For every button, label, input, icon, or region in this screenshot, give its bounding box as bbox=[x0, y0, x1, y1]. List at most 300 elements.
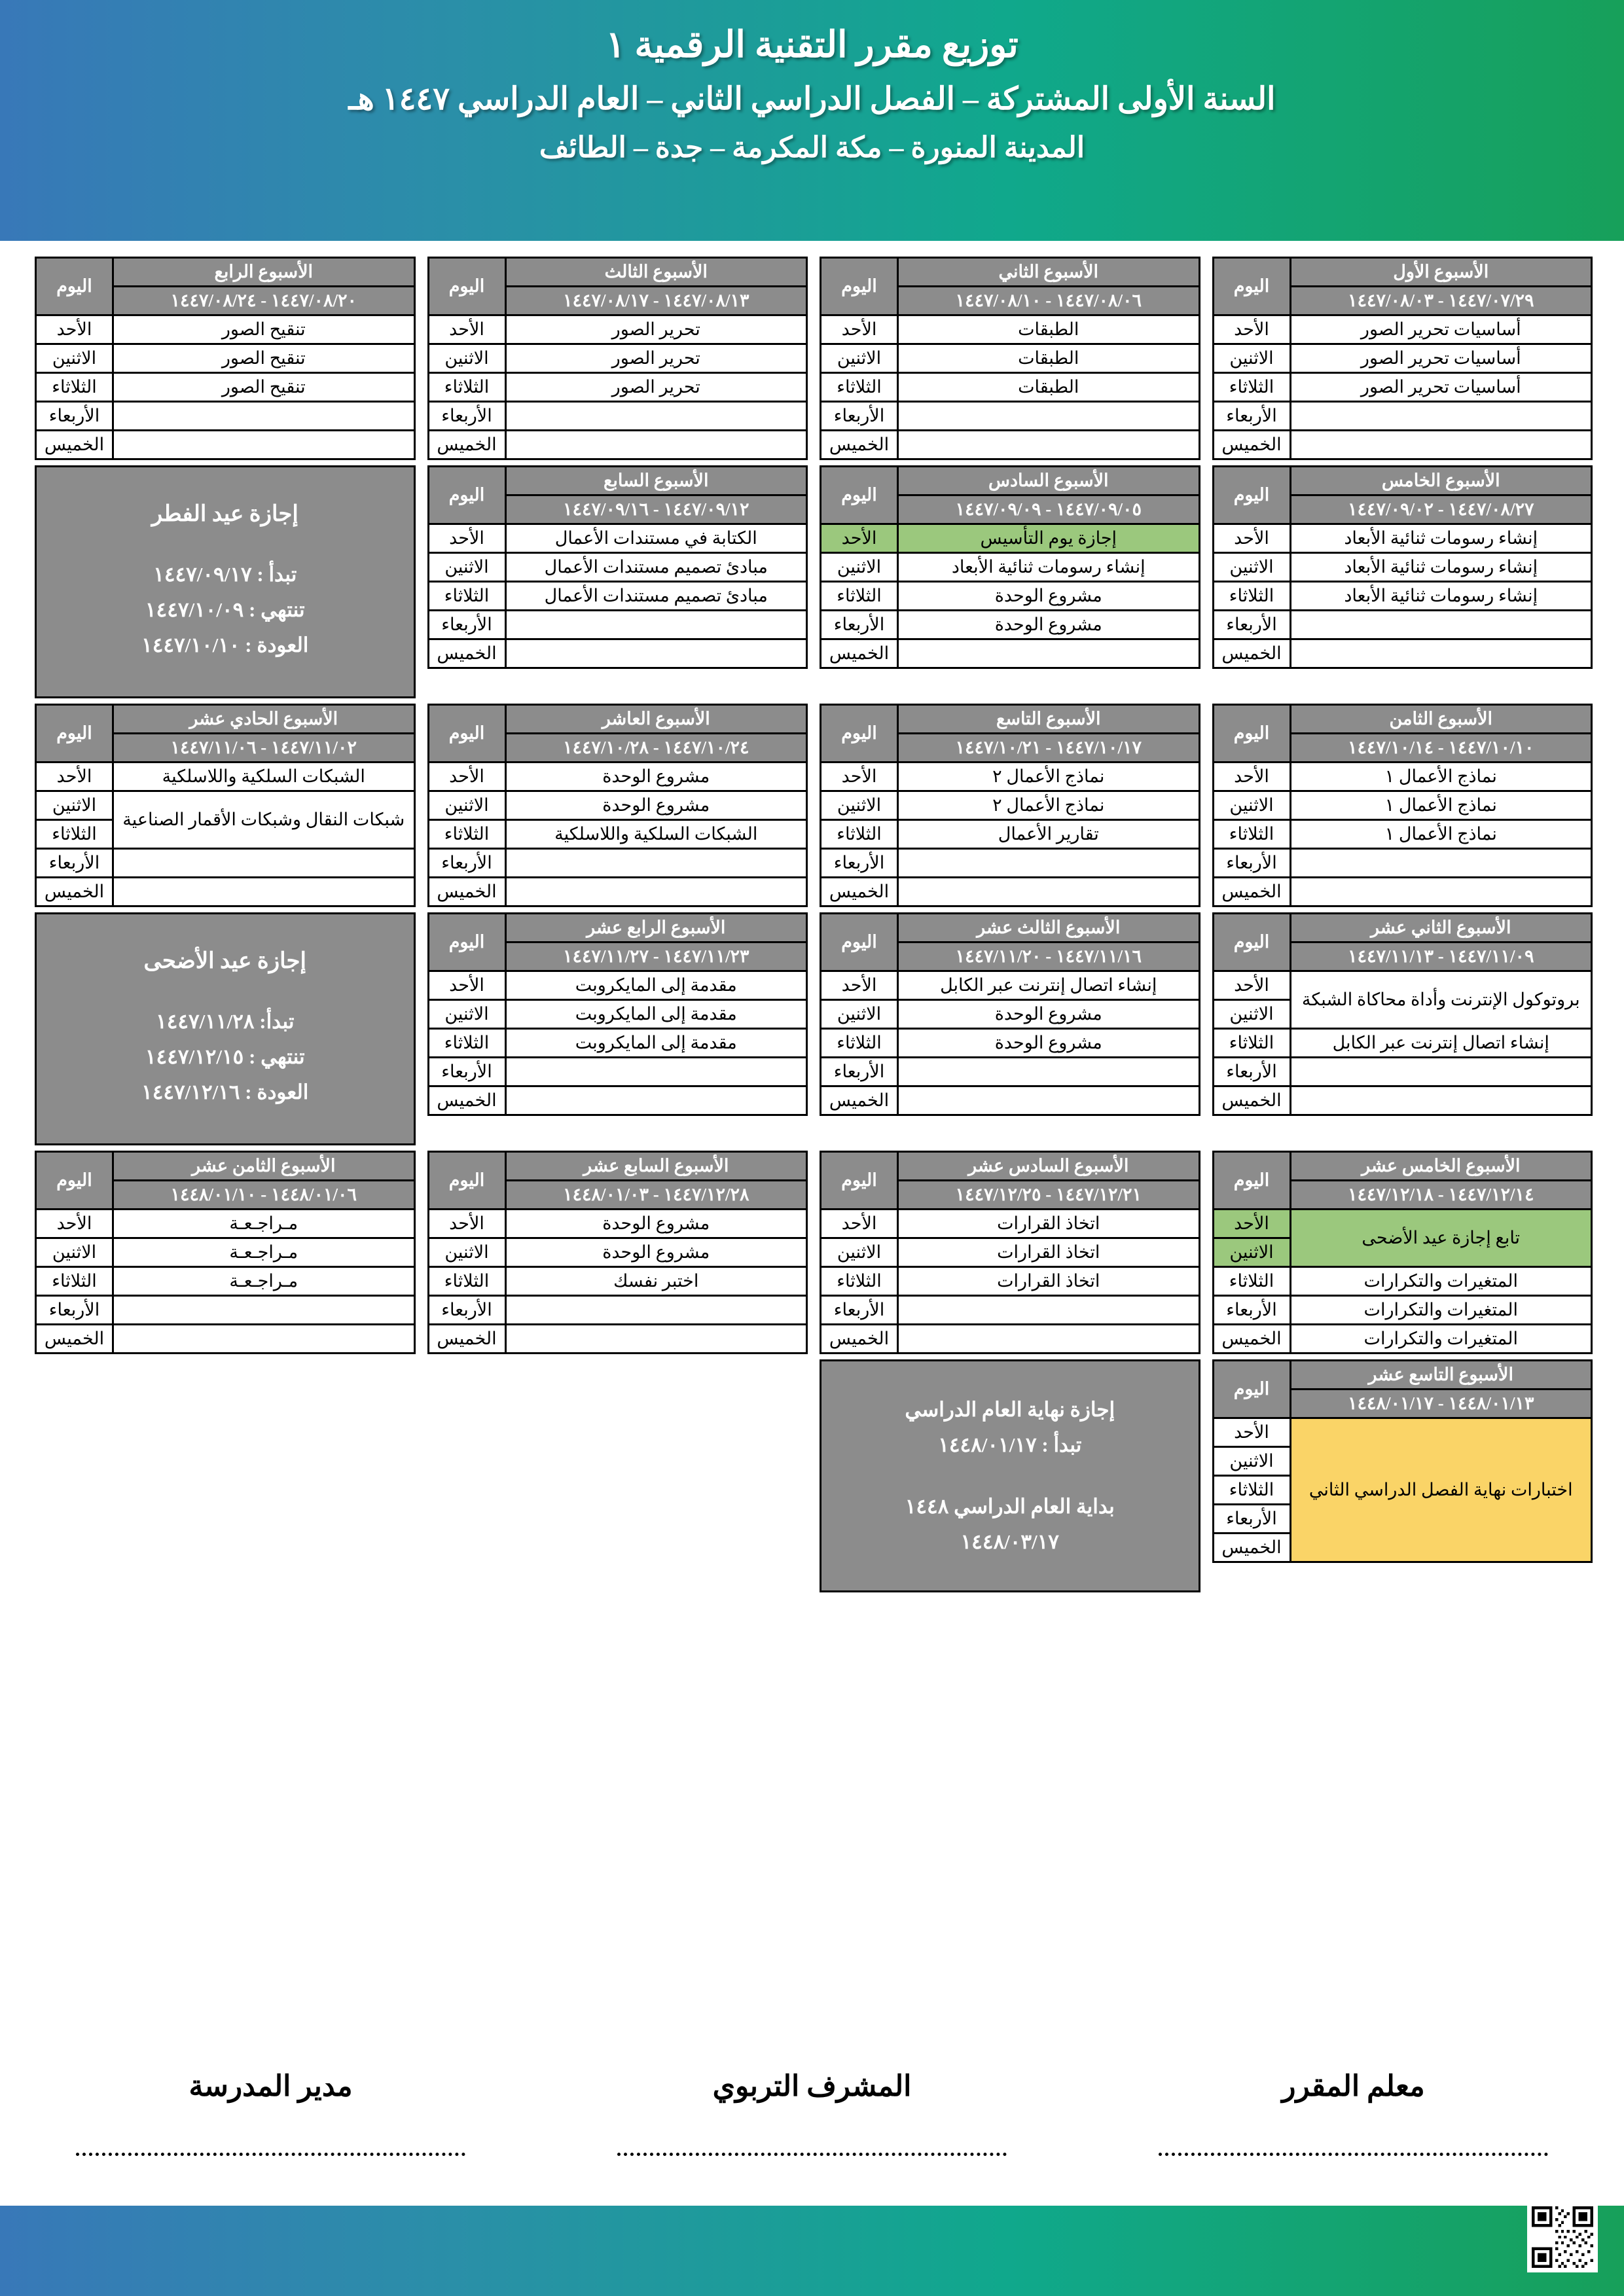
day-label: الأحد bbox=[36, 1210, 113, 1238]
subject-cell bbox=[1290, 611, 1592, 639]
day-label: الثلاثاء bbox=[1213, 1029, 1290, 1058]
day-label: الاثنين bbox=[1213, 344, 1290, 373]
day-label: الثلاثاء bbox=[821, 1267, 898, 1296]
week-table-19 bbox=[1212, 1359, 1593, 1563]
holiday-panel-year-end bbox=[814, 1359, 1206, 1592]
day-label: الاثنين bbox=[1213, 553, 1290, 582]
day-label: الثلاثاء bbox=[1213, 1476, 1290, 1505]
day-label: الأحد bbox=[821, 1210, 898, 1238]
spacer-cell bbox=[29, 1359, 422, 1592]
day-column-header: اليوم bbox=[428, 914, 505, 971]
week-block-9 bbox=[814, 704, 1206, 907]
subject-cell: أساسيات تحرير الصور bbox=[1290, 315, 1592, 344]
week-name-18: الأسبوع الثامن عشر bbox=[113, 1152, 415, 1181]
day-label: الخميس bbox=[821, 431, 898, 459]
subject-cell bbox=[898, 1325, 1200, 1354]
day-label: الثلاثاء bbox=[1213, 820, 1290, 849]
week-block-15 bbox=[1206, 1151, 1599, 1354]
day-label: الاثنين bbox=[1213, 1000, 1290, 1029]
subject-cell: تنقيح الصور bbox=[113, 373, 415, 402]
week-table-4 bbox=[35, 257, 416, 460]
day-column-header: اليوم bbox=[428, 1152, 505, 1210]
week-block-12 bbox=[1206, 912, 1599, 1145]
day-label: الاثنين bbox=[428, 344, 505, 373]
day-label: الخميس bbox=[821, 639, 898, 668]
day-label: الخميس bbox=[36, 431, 113, 459]
day-column-header: اليوم bbox=[1213, 1361, 1290, 1418]
signature-block-principal bbox=[0, 2062, 541, 2212]
week-name-15: الأسبوع الخامس عشر bbox=[1290, 1152, 1592, 1181]
week-name-14: الأسبوع الرابع عشر bbox=[505, 914, 807, 942]
eid-fitr-title: إجازة عيد الفطر bbox=[151, 501, 298, 526]
subject-cell bbox=[898, 1086, 1200, 1115]
day-label: الأربعاء bbox=[1213, 849, 1290, 878]
week-block-10 bbox=[422, 704, 814, 907]
week-dates-16: ١٤٤٧/١٢/٢١ - ١٤٤٧/١٢/٢٥ bbox=[898, 1181, 1200, 1210]
subject-cell: إنشاء رسومات ثنائية الأبعاد bbox=[1290, 524, 1592, 553]
eid-fitr-panel bbox=[35, 465, 416, 698]
subject-cell: إنشاء رسومات ثنائية الأبعاد bbox=[1290, 553, 1592, 582]
schedule-row-5 bbox=[29, 1151, 1598, 1354]
day-label: الخميس bbox=[36, 1325, 113, 1354]
day-label: الأربعاء bbox=[821, 1296, 898, 1325]
subject-cell: نماذج الأعمال ٢ bbox=[898, 762, 1200, 791]
day-label: الخميس bbox=[1213, 431, 1290, 459]
day-label: الخميس bbox=[428, 431, 505, 459]
eid-adha-title: إجازة عيد الأضحى bbox=[143, 948, 306, 973]
week-name-6: الأسبوع السادس bbox=[898, 467, 1200, 495]
eid-fitr-end: تنتهي : ١٤٤٧/١٠/٠٩ bbox=[145, 598, 305, 621]
day-column-header: اليوم bbox=[821, 258, 898, 315]
subject-cell bbox=[505, 1058, 807, 1086]
subject-cell bbox=[505, 611, 807, 639]
subject-cell bbox=[113, 402, 415, 431]
day-label: الأربعاء bbox=[821, 1058, 898, 1086]
subject-cell: مشروع الوحدة bbox=[898, 582, 1200, 611]
day-label: الاثنين bbox=[428, 1000, 505, 1029]
subject-cell: اتخاذ القرارات bbox=[898, 1238, 1200, 1267]
day-label: الثلاثاء bbox=[36, 1267, 113, 1296]
eid-adha-start: تبدأ: ١٤٤٧/١١/٢٨ bbox=[156, 1009, 295, 1033]
day-label: الخميس bbox=[821, 1086, 898, 1115]
signature-label: معلم المقرر bbox=[1282, 2070, 1425, 2102]
schedule-row-2 bbox=[29, 465, 1598, 698]
day-label: الأربعاء bbox=[1213, 402, 1290, 431]
subject-cell bbox=[898, 849, 1200, 878]
week-name-16: الأسبوع السادس عشر bbox=[898, 1152, 1200, 1181]
week-name-2: الأسبوع الثاني bbox=[898, 258, 1200, 287]
day-label: الخميس bbox=[428, 1086, 505, 1115]
signature-label: المشرف التربوي bbox=[712, 2070, 912, 2102]
eid-adha-end: تنتهي : ١٤٤٧/١٢/١٥ bbox=[145, 1045, 305, 1068]
day-column-header: اليوم bbox=[36, 258, 113, 315]
week-name-4: الأسبوع الرابع bbox=[113, 258, 415, 287]
subject-cell: تنقيح الصور bbox=[113, 315, 415, 344]
day-label: الخميس bbox=[1213, 639, 1290, 668]
subject-cell bbox=[505, 402, 807, 431]
subject-cell bbox=[505, 1296, 807, 1325]
schedule-row-3 bbox=[29, 704, 1598, 907]
day-label: الخميس bbox=[428, 878, 505, 906]
day-label: الثلاثاء bbox=[428, 820, 505, 849]
day-label: الأحد bbox=[1213, 315, 1290, 344]
week-name-11: الأسبوع الحادي عشر bbox=[113, 705, 415, 734]
schedule-row-1 bbox=[29, 257, 1598, 460]
day-column-header: اليوم bbox=[821, 467, 898, 524]
week-table-2 bbox=[820, 257, 1200, 460]
week-dates-3: ١٤٤٧/٠٨/١٣ - ١٤٤٧/٠٨/١٧ bbox=[505, 287, 807, 315]
week-block-18 bbox=[29, 1151, 422, 1354]
day-label: الخميس bbox=[1213, 1325, 1290, 1354]
week-block-2 bbox=[814, 257, 1206, 460]
day-label: الاثنين bbox=[821, 1000, 898, 1029]
subject-cell: الشبكات السلكية واللاسلكية bbox=[505, 820, 807, 849]
day-label: الأربعاء bbox=[36, 849, 113, 878]
subject-cell: مشروع الوحدة bbox=[898, 1000, 1200, 1029]
subject-cell-merged: بروتوكول الإنترنت وأداة محاكاة الشبكة bbox=[1290, 971, 1592, 1029]
signature-row bbox=[0, 2062, 1624, 2212]
holiday-cell-eid-adha-cont: تابع إجازة عيد الأضحى bbox=[1290, 1210, 1592, 1267]
day-label: الثلاثاء bbox=[821, 373, 898, 402]
day-column-header: اليوم bbox=[428, 467, 505, 524]
day-label: الثلاثاء bbox=[821, 820, 898, 849]
subject-cell: الطبقات bbox=[898, 373, 1200, 402]
day-label: الاثنين bbox=[428, 791, 505, 820]
week-table-14 bbox=[427, 912, 808, 1116]
subject-cell: الشبكات السلكية واللاسلكية bbox=[113, 762, 415, 791]
subject-cell: تحرير الصور bbox=[505, 373, 807, 402]
subject-cell: تقارير الأعمال bbox=[898, 820, 1200, 849]
week-table-11 bbox=[35, 704, 416, 907]
day-label: الأربعاء bbox=[821, 402, 898, 431]
week-name-7: الأسبوع السابع bbox=[505, 467, 807, 495]
subject-cell bbox=[113, 1296, 415, 1325]
week-dates-9: ١٤٤٧/١٠/١٧ - ١٤٤٧/١٠/٢١ bbox=[898, 734, 1200, 762]
day-label: الثلاثاء bbox=[1213, 373, 1290, 402]
subject-cell: إنشاء رسومات ثنائية الأبعاد bbox=[898, 553, 1200, 582]
day-label: الأربعاء bbox=[36, 402, 113, 431]
week-block-3 bbox=[422, 257, 814, 460]
week-name-13: الأسبوع الثالث عشر bbox=[898, 914, 1200, 942]
day-label: الأحد bbox=[1213, 1418, 1290, 1447]
day-column-header: اليوم bbox=[36, 1152, 113, 1210]
subject-cell: تحرير الصور bbox=[505, 344, 807, 373]
subject-cell: نماذج الأعمال ٢ bbox=[898, 791, 1200, 820]
week-name-10: الأسبوع العاشر bbox=[505, 705, 807, 734]
day-label: الثلاثاء bbox=[428, 373, 505, 402]
week-dates-7: ١٤٤٧/٠٩/١٢ - ١٤٤٧/٠٩/١٦ bbox=[505, 495, 807, 524]
day-label: الأربعاء bbox=[428, 849, 505, 878]
subject-cell: مبادئ تصميم مستندات الأعمال bbox=[505, 582, 807, 611]
day-label: الاثنين bbox=[36, 1238, 113, 1267]
eid-fitr-start: تبدأ : ١٤٤٧/٠٩/١٧ bbox=[153, 562, 297, 586]
week-dates-18: ١٤٤٨/٠١/٠٦ - ١٤٤٨/٠١/١٠ bbox=[113, 1181, 415, 1210]
week-table-18 bbox=[35, 1151, 416, 1354]
signature-label: مدير المدرسة bbox=[189, 2070, 353, 2102]
subject-cell: نماذج الأعمال ١ bbox=[1290, 820, 1592, 849]
week-table-15 bbox=[1212, 1151, 1593, 1354]
day-column-header: اليوم bbox=[1213, 705, 1290, 762]
day-label: الاثنين bbox=[1213, 1238, 1290, 1267]
week-dates-1: ١٤٤٧/٠٧/٢٩ - ١٤٤٧/٠٨/٠٣ bbox=[1290, 287, 1592, 315]
spacer-cell bbox=[422, 1359, 814, 1592]
subject-cell bbox=[505, 1325, 807, 1354]
subject-cell: نماذج الأعمال ١ bbox=[1290, 791, 1592, 820]
subject-cell: إنشاء اتصال إنترنت عبر الكابل bbox=[898, 971, 1200, 1000]
subject-cell bbox=[1290, 1058, 1592, 1086]
day-label: الخميس bbox=[821, 878, 898, 906]
week-table-12 bbox=[1212, 912, 1593, 1116]
day-label: الأربعاء bbox=[428, 402, 505, 431]
eid-adha-return: العودة : ١٤٤٧/١٢/١٦ bbox=[141, 1081, 309, 1104]
week-table-5 bbox=[1212, 465, 1593, 669]
subject-cell bbox=[898, 878, 1200, 906]
subject-cell: مشروع الوحدة bbox=[505, 1238, 807, 1267]
subject-cell bbox=[1290, 878, 1592, 906]
week-name-17: الأسبوع السابع عشر bbox=[505, 1152, 807, 1181]
day-label: الأربعاء bbox=[428, 611, 505, 639]
page-regions: المدينة المنورة – مكة المكرمة – جدة – الطائف bbox=[539, 132, 1085, 164]
week-block-13 bbox=[814, 912, 1206, 1145]
day-column-header: اليوم bbox=[821, 705, 898, 762]
week-name-5: الأسبوع الخامس bbox=[1290, 467, 1592, 495]
week-table-6 bbox=[820, 465, 1200, 669]
day-label: الاثنين bbox=[821, 553, 898, 582]
signature-line bbox=[76, 2150, 465, 2156]
day-label: الأحد bbox=[821, 762, 898, 791]
week-table-13 bbox=[820, 912, 1200, 1116]
day-label: الأربعاء bbox=[1213, 1296, 1290, 1325]
subject-cell: الطبقات bbox=[898, 344, 1200, 373]
subject-cell bbox=[113, 849, 415, 878]
day-label: الأربعاء bbox=[36, 1296, 113, 1325]
day-label: الثلاثاء bbox=[1213, 582, 1290, 611]
week-dates-12: ١٤٤٧/١١/٠٩ - ١٤٤٧/١١/١٣ bbox=[1290, 942, 1592, 971]
day-label: الأربعاء bbox=[821, 849, 898, 878]
week-name-19: الأسبوع التاسع عشر bbox=[1290, 1361, 1592, 1390]
eid-fitr-return: العودة : ١٤٤٧/١٠/١٠ bbox=[141, 634, 309, 657]
subject-cell bbox=[898, 1058, 1200, 1086]
week-name-1: الأسبوع الأول bbox=[1290, 258, 1592, 287]
day-label: الأحد bbox=[821, 524, 898, 553]
day-label: الخميس bbox=[428, 639, 505, 668]
day-column-header: اليوم bbox=[821, 914, 898, 971]
subject-cell: أساسيات تحرير الصور bbox=[1290, 344, 1592, 373]
subject-cell bbox=[113, 1325, 415, 1354]
subject-cell: نماذج الأعمال ١ bbox=[1290, 762, 1592, 791]
week-block-11 bbox=[29, 704, 422, 907]
holiday-cell-foundation-day: إجازة يوم التأسيس bbox=[898, 524, 1200, 553]
week-name-8: الأسبوع الثامن bbox=[1290, 705, 1592, 734]
subject-cell: الكتابة في مستندات الأعمال bbox=[505, 524, 807, 553]
page-header-banner bbox=[0, 0, 1624, 241]
subject-cell: تنقيح الصور bbox=[113, 344, 415, 373]
subject-cell: مـراجـعـة bbox=[113, 1267, 415, 1296]
week-dates-11: ١٤٤٧/١١/٠٢ - ١٤٤٧/١١/٠٦ bbox=[113, 734, 415, 762]
day-label: الاثنين bbox=[428, 553, 505, 582]
schedule-row-6 bbox=[29, 1359, 1598, 1592]
subject-cell: إنشاء اتصال إنترنت عبر الكابل bbox=[1290, 1029, 1592, 1058]
day-column-header: اليوم bbox=[428, 705, 505, 762]
day-label: الثلاثاء bbox=[821, 1029, 898, 1058]
week-dates-5: ١٤٤٧/٠٨/٢٧ - ١٤٤٧/٠٩/٠٢ bbox=[1290, 495, 1592, 524]
day-label: الثلاثاء bbox=[36, 820, 113, 849]
subject-cell: مشروع الوحدة bbox=[505, 1210, 807, 1238]
subject-cell bbox=[1290, 431, 1592, 459]
week-name-12: الأسبوع الثاني عشر bbox=[1290, 914, 1592, 942]
week-block-14 bbox=[422, 912, 814, 1145]
day-label: الاثنين bbox=[36, 344, 113, 373]
day-label: الأحد bbox=[428, 1210, 505, 1238]
subject-cell: المتغيرات والتكرارات bbox=[1290, 1325, 1592, 1354]
day-label: الاثنين bbox=[36, 791, 113, 820]
page-title: توزيع مقرر التقنية الرقمية ١ bbox=[605, 25, 1019, 65]
subject-cell: إنشاء رسومات ثنائية الأبعاد bbox=[1290, 582, 1592, 611]
subject-cell: أساسيات تحرير الصور bbox=[1290, 373, 1592, 402]
day-label: الثلاثاء bbox=[1213, 1267, 1290, 1296]
signature-block-teacher bbox=[1083, 2062, 1624, 2212]
week-table-3 bbox=[427, 257, 808, 460]
week-block-5 bbox=[1206, 465, 1599, 698]
subject-cell bbox=[113, 878, 415, 906]
subject-cell: مقدمة إلى المايكروبت bbox=[505, 1000, 807, 1029]
day-label: الأحد bbox=[821, 315, 898, 344]
subject-cell bbox=[505, 849, 807, 878]
day-label: الأحد bbox=[428, 762, 505, 791]
subject-cell: الطبقات bbox=[898, 315, 1200, 344]
week-dates-2: ١٤٤٧/٠٨/٠٦ - ١٤٤٧/٠٨/١٠ bbox=[898, 287, 1200, 315]
schedule-grid bbox=[29, 257, 1598, 1598]
week-name-3: الأسبوع الثالث bbox=[505, 258, 807, 287]
week-dates-14: ١٤٤٧/١١/٢٣ - ١٤٤٧/١١/٢٧ bbox=[505, 942, 807, 971]
week-table-10 bbox=[427, 704, 808, 907]
day-label: الأربعاء bbox=[1213, 1058, 1290, 1086]
day-label: الخميس bbox=[428, 1325, 505, 1354]
week-block-6 bbox=[814, 465, 1206, 698]
subject-cell: مشروع الوحدة bbox=[505, 791, 807, 820]
subject-cell bbox=[113, 431, 415, 459]
week-block-17 bbox=[422, 1151, 814, 1354]
day-column-header: اليوم bbox=[1213, 1152, 1290, 1210]
eid-adha-panel bbox=[35, 912, 416, 1145]
week-dates-19: ١٤٤٨/٠١/١٣ - ١٤٤٨/٠١/١٧ bbox=[1290, 1390, 1592, 1418]
subject-cell: مبادئ تصميم مستندات الأعمال bbox=[505, 553, 807, 582]
day-column-header: اليوم bbox=[428, 258, 505, 315]
subject-cell: تحرير الصور bbox=[505, 315, 807, 344]
day-column-header: اليوم bbox=[1213, 914, 1290, 971]
page-subtitle: السنة الأولى المشتركة – الفصل الدراسي الثاني – العام الدراسي ١٤٤٧ هـ bbox=[348, 81, 1276, 117]
week-dates-15: ١٤٤٧/١٢/١٤ - ١٤٤٧/١٢/١٨ bbox=[1290, 1181, 1592, 1210]
day-label: الأحد bbox=[428, 524, 505, 553]
week-block-7 bbox=[422, 465, 814, 698]
subject-cell bbox=[898, 402, 1200, 431]
day-label: الأحد bbox=[1213, 1210, 1290, 1238]
subject-cell: اختبر نفسك bbox=[505, 1267, 807, 1296]
day-label: الأحد bbox=[36, 762, 113, 791]
week-table-8 bbox=[1212, 704, 1593, 907]
day-label: الأربعاء bbox=[821, 611, 898, 639]
week-dates-8: ١٤٤٧/١٠/١٠ - ١٤٤٧/١٠/١٤ bbox=[1290, 734, 1592, 762]
day-label: الأحد bbox=[428, 315, 505, 344]
subject-cell: اتخاذ القرارات bbox=[898, 1267, 1200, 1296]
day-column-header: اليوم bbox=[1213, 258, 1290, 315]
signature-block-supervisor bbox=[541, 2062, 1083, 2212]
subject-cell: مشروع الوحدة bbox=[505, 762, 807, 791]
subject-cell: المتغيرات والتكرارات bbox=[1290, 1267, 1592, 1296]
qr-code-icon bbox=[1527, 2202, 1598, 2272]
week-table-16 bbox=[820, 1151, 1200, 1354]
week-table-9 bbox=[820, 704, 1200, 907]
day-label: الخميس bbox=[1213, 1534, 1290, 1562]
week-block-1 bbox=[1206, 257, 1599, 460]
subject-cell: مقدمة إلى المايكروبت bbox=[505, 1029, 807, 1058]
schedule-row-4 bbox=[29, 912, 1598, 1145]
subject-cell-merged: شبكات النقال وشبكات الأقمار الصناعية bbox=[113, 791, 415, 849]
subject-cell: مشروع الوحدة bbox=[898, 1029, 1200, 1058]
day-label: الأربعاء bbox=[1213, 1505, 1290, 1534]
day-label: الخميس bbox=[1213, 1086, 1290, 1115]
day-label: الثلاثاء bbox=[821, 582, 898, 611]
year-end-title: إجازة نهاية العام الدراسي bbox=[905, 1397, 1115, 1421]
week-dates-10: ١٤٤٧/١٠/٢٤ - ١٤٤٧/١٠/٢٨ bbox=[505, 734, 807, 762]
day-column-header: اليوم bbox=[1213, 467, 1290, 524]
footer-banner bbox=[0, 2206, 1624, 2296]
week-dates-4: ١٤٤٧/٠٨/٢٠ - ١٤٤٧/٠٨/٢٤ bbox=[113, 287, 415, 315]
day-label: الأحد bbox=[428, 971, 505, 1000]
year-end-start: تبدأ : ١٤٤٨/٠١/١٧ bbox=[938, 1433, 1082, 1456]
subject-cell bbox=[505, 1086, 807, 1115]
day-label: الاثنين bbox=[821, 344, 898, 373]
final-exams-cell: اختبارات نهاية الفصل الدراسي الثاني bbox=[1290, 1418, 1592, 1562]
day-label: الاثنين bbox=[1213, 791, 1290, 820]
week-block-16 bbox=[814, 1151, 1206, 1354]
day-label: الأحد bbox=[1213, 971, 1290, 1000]
subject-cell bbox=[1290, 1086, 1592, 1115]
day-label: الأحد bbox=[1213, 762, 1290, 791]
subject-cell bbox=[898, 639, 1200, 668]
subject-cell: مقدمة إلى المايكروبت bbox=[505, 971, 807, 1000]
week-name-9: الأسبوع التاسع bbox=[898, 705, 1200, 734]
day-label: الثلاثاء bbox=[428, 1267, 505, 1296]
day-label: الاثنين bbox=[1213, 1447, 1290, 1476]
day-column-header: اليوم bbox=[821, 1152, 898, 1210]
day-label: الأربعاء bbox=[428, 1058, 505, 1086]
week-block-8 bbox=[1206, 704, 1599, 907]
day-label: الأحد bbox=[36, 315, 113, 344]
week-table-1 bbox=[1212, 257, 1593, 460]
subject-cell: مشروع الوحدة bbox=[898, 611, 1200, 639]
subject-cell: اتخاذ القرارات bbox=[898, 1210, 1200, 1238]
subject-cell bbox=[505, 878, 807, 906]
holiday-panel-eid-fitr bbox=[29, 465, 422, 698]
day-label: الخميس bbox=[36, 878, 113, 906]
week-block-19 bbox=[1206, 1359, 1599, 1592]
signature-line bbox=[1159, 2150, 1548, 2156]
subject-cell: المتغيرات والتكرارات bbox=[1290, 1296, 1592, 1325]
week-table-17 bbox=[427, 1151, 808, 1354]
subject-cell bbox=[505, 639, 807, 668]
subject-cell bbox=[505, 431, 807, 459]
week-table-7 bbox=[427, 465, 808, 669]
subject-cell bbox=[898, 1296, 1200, 1325]
day-label: الاثنين bbox=[821, 1238, 898, 1267]
day-label: الأربعاء bbox=[1213, 611, 1290, 639]
week-dates-13: ١٤٤٧/١١/١٦ - ١٤٤٧/١١/٢٠ bbox=[898, 942, 1200, 971]
year-end-panel bbox=[820, 1359, 1200, 1592]
day-label: الثلاثاء bbox=[428, 582, 505, 611]
subject-cell bbox=[898, 431, 1200, 459]
subject-cell bbox=[1290, 639, 1592, 668]
